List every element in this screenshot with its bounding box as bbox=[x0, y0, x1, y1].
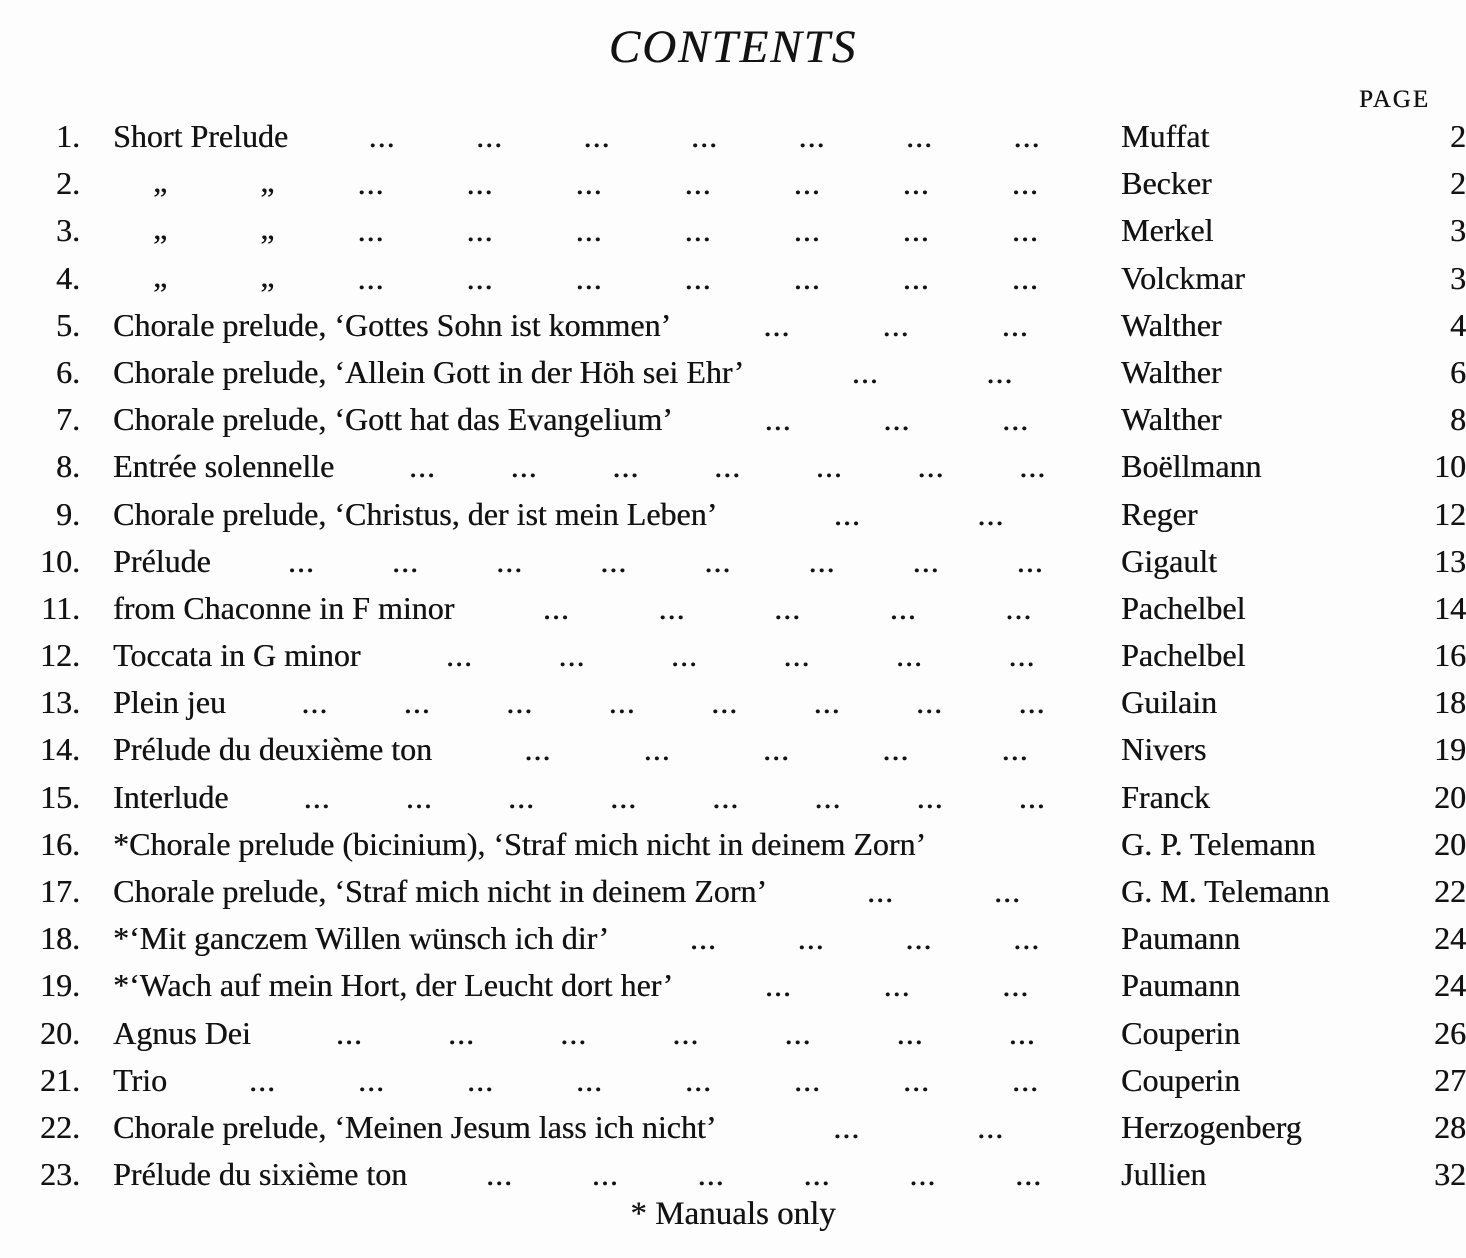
entry-page: 20 bbox=[1434, 825, 1466, 862]
leader-dot-group: ... bbox=[1015, 1156, 1043, 1193]
leader-dot-group: ... bbox=[448, 1014, 476, 1051]
leader-dot-group: ... bbox=[1011, 1061, 1039, 1098]
leader-dot-group: ... bbox=[883, 967, 911, 1004]
leader-dot-group: ... bbox=[905, 920, 933, 957]
toc-row bbox=[0, 113, 1466, 160]
leader-dot-group: ... bbox=[917, 448, 945, 485]
toc-row bbox=[0, 821, 1466, 868]
leader-dot-group: ... bbox=[672, 1014, 700, 1051]
ditto-mark: „ bbox=[260, 210, 276, 247]
entry-title: *‘Mit ganczem Willen wünsch ich dir’ bbox=[113, 920, 610, 957]
entry-title: Chorale prelude, ‘Allein Gott in der Höh sei Ehr’ bbox=[113, 353, 745, 390]
leader-dot-group: ... bbox=[496, 542, 524, 579]
entry-number: 21. bbox=[40, 1061, 80, 1098]
entry-composer: Walther bbox=[1121, 306, 1222, 343]
ditto-mark: „ bbox=[260, 163, 276, 200]
leader-dot-group: ... bbox=[895, 637, 923, 674]
entry-composer: Guilain bbox=[1121, 684, 1217, 721]
leader-dot-group: ... bbox=[357, 165, 385, 202]
leader-dot-group: ... bbox=[1011, 165, 1039, 202]
entry-title: Chorale prelude, ‘Christus, der ist mein Leben’ bbox=[113, 495, 718, 532]
entry-number: 9. bbox=[56, 495, 80, 532]
entry-number: 11. bbox=[41, 589, 80, 626]
ditto-mark: „ bbox=[153, 210, 169, 247]
ditto-mark: „ bbox=[153, 163, 169, 200]
entry-page: 12 bbox=[1434, 495, 1466, 532]
leader-dots bbox=[211, 538, 1121, 585]
entry-number: 1. bbox=[56, 118, 80, 154]
entry-number: 6. bbox=[56, 353, 80, 390]
entry-composer: Boëllmann bbox=[1121, 448, 1262, 485]
leader-dots bbox=[229, 774, 1122, 821]
leader-dot-group: ... bbox=[977, 495, 1005, 532]
leader-dot-group: ... bbox=[466, 212, 494, 249]
leader-dots bbox=[673, 396, 1121, 443]
leader-dots bbox=[454, 585, 1121, 632]
toc-row bbox=[0, 255, 1466, 302]
leader-dot-group: ... bbox=[558, 637, 586, 674]
entry-composer: Herzogenberg bbox=[1121, 1108, 1302, 1145]
leader-dot-group: ... bbox=[466, 259, 494, 296]
leader-dots bbox=[717, 491, 1121, 538]
page-title: CONTENTS bbox=[608, 21, 858, 73]
entry-title: Short Prelude bbox=[113, 118, 289, 154]
entry-title: Chorale prelude, ‘Meinen Jesum lass ich nicht’ bbox=[113, 1108, 717, 1145]
leader-dot-group: ... bbox=[1013, 118, 1041, 154]
leader-dot-group: ... bbox=[1008, 637, 1036, 674]
leader-dots bbox=[275, 160, 1121, 207]
entry-composer: Paumann bbox=[1121, 920, 1241, 957]
leader-dot-group: ... bbox=[704, 542, 732, 579]
leader-dot-group: ... bbox=[793, 212, 821, 249]
leader-dot-group: ... bbox=[1011, 212, 1039, 249]
entry-composer: G. M. Telemann bbox=[1121, 873, 1330, 909]
entry-page: 2 bbox=[1450, 118, 1466, 154]
entry-title: Chorale prelude, ‘Straf mich nicht in deinem Zorn’ bbox=[113, 873, 768, 909]
leader-dot-group: ... bbox=[793, 259, 821, 296]
leader-dot-group: ... bbox=[486, 1156, 513, 1193]
entry-title bbox=[113, 160, 275, 207]
leader-dot-group: ... bbox=[867, 873, 894, 909]
entry-title: Prélude bbox=[113, 542, 211, 579]
entry-number: 13. bbox=[40, 684, 80, 721]
entry-composer: Couperin bbox=[1121, 1014, 1241, 1051]
contents-list bbox=[0, 113, 1466, 1198]
leader-dot-group: ... bbox=[1018, 778, 1046, 815]
leader-dot-group: ... bbox=[916, 684, 944, 721]
toc-row bbox=[0, 868, 1466, 915]
toc-row bbox=[0, 1104, 1466, 1151]
manuals-only-footnote: * Manuals only bbox=[630, 1196, 836, 1232]
leader-dot-group: ... bbox=[833, 1108, 861, 1145]
leader-dot-group: ... bbox=[524, 731, 552, 768]
leader-dot-group: ... bbox=[909, 1156, 937, 1193]
leader-dots bbox=[275, 207, 1121, 254]
toc-row bbox=[0, 679, 1466, 726]
leader-dots bbox=[226, 679, 1121, 726]
leader-dots bbox=[275, 255, 1121, 302]
leader-dot-group: ... bbox=[612, 448, 640, 485]
leader-dot-group: ... bbox=[368, 118, 396, 154]
leader-dot-group: ... bbox=[1001, 306, 1029, 343]
entry-page: 6 bbox=[1450, 353, 1466, 390]
entry-number: 14. bbox=[40, 731, 80, 768]
toc-row bbox=[0, 349, 1466, 396]
leader-dot-group: ... bbox=[506, 684, 534, 721]
entry-page: 3 bbox=[1450, 212, 1466, 249]
leader-dot-group: ... bbox=[993, 873, 1021, 909]
entry-page: 24 bbox=[1434, 920, 1466, 957]
leader-dot-group: ... bbox=[1002, 401, 1030, 438]
leader-dot-group: ... bbox=[813, 684, 841, 721]
toc-row bbox=[0, 160, 1466, 207]
leader-dot-group: ... bbox=[793, 165, 821, 202]
leader-dots bbox=[767, 868, 1121, 915]
leader-dot-group: ... bbox=[689, 920, 717, 957]
entry-page: 3 bbox=[1450, 259, 1466, 296]
leader-dot-group: ... bbox=[643, 731, 671, 768]
leader-dot-group: ... bbox=[711, 684, 739, 721]
entry-number: 4. bbox=[56, 259, 80, 296]
toc-row bbox=[0, 491, 1466, 538]
leader-dot-group: ... bbox=[797, 920, 825, 957]
entry-number: 16. bbox=[40, 825, 80, 862]
leader-dot-group: ... bbox=[670, 637, 698, 674]
leader-dot-group: ... bbox=[591, 1156, 619, 1193]
toc-row bbox=[0, 915, 1466, 962]
entry-title: Trio bbox=[113, 1061, 167, 1098]
leader-dot-group: ... bbox=[510, 448, 538, 485]
toc-row bbox=[0, 443, 1466, 490]
leader-dot-group: ... bbox=[977, 1108, 1005, 1145]
leader-dot-group: ... bbox=[560, 1014, 588, 1051]
leader-dot-group: ... bbox=[684, 1061, 712, 1098]
leader-dots bbox=[251, 1010, 1121, 1057]
leader-dots bbox=[407, 1151, 1121, 1198]
entry-composer: Pachelbel bbox=[1121, 589, 1246, 626]
leader-dot-group: ... bbox=[248, 1061, 276, 1098]
leader-dot-group: ... bbox=[600, 542, 628, 579]
toc-row bbox=[0, 1057, 1466, 1104]
entry-composer: Jullien bbox=[1121, 1156, 1207, 1193]
leader-dot-group: ... bbox=[658, 589, 686, 626]
toc-row bbox=[0, 962, 1466, 1009]
entry-page: 19 bbox=[1434, 731, 1466, 768]
entry-composer: G. P. Telemann bbox=[1121, 825, 1316, 862]
leader-dot-group: ... bbox=[608, 684, 636, 721]
entry-number: 17. bbox=[40, 873, 80, 909]
leader-dot-group: ... bbox=[798, 118, 826, 154]
leader-dot-group: ... bbox=[902, 259, 930, 296]
leader-dot-group: ... bbox=[405, 778, 433, 815]
leader-dot-group: ... bbox=[851, 353, 879, 390]
leader-dot-group: ... bbox=[712, 778, 740, 815]
leader-dot-group: ... bbox=[684, 259, 712, 296]
entry-title: Toccata in G minor bbox=[113, 637, 361, 674]
entry-composer: Muffat bbox=[1121, 118, 1210, 154]
entry-number: 12. bbox=[40, 637, 80, 674]
entry-composer: Volckmar bbox=[1121, 259, 1245, 296]
entry-composer: Gigault bbox=[1121, 542, 1217, 579]
leader-dots bbox=[288, 113, 1121, 160]
entry-number: 3. bbox=[56, 212, 80, 249]
toc-row bbox=[0, 302, 1466, 349]
entry-title: Plein jeu bbox=[113, 684, 226, 721]
toc-row bbox=[0, 726, 1466, 773]
leader-dot-group: ... bbox=[287, 542, 315, 579]
entry-title: *‘Wach auf mein Hort, der Leucht dort her’ bbox=[113, 967, 674, 1004]
entry-number: 23. bbox=[40, 1156, 80, 1193]
entry-composer: Reger bbox=[1121, 495, 1198, 532]
entry-number: 10. bbox=[40, 542, 80, 579]
leader-dot-group: ... bbox=[986, 353, 1014, 390]
entry-title: Interlude bbox=[113, 778, 229, 815]
entry-number: 2. bbox=[56, 165, 80, 202]
leader-dot-group: ... bbox=[912, 542, 940, 579]
leader-dot-group: ... bbox=[1013, 920, 1041, 957]
leader-dot-group: ... bbox=[1002, 967, 1030, 1004]
entry-page: 26 bbox=[1434, 1014, 1466, 1051]
ditto-mark: „ bbox=[153, 257, 169, 294]
entry-number: 15. bbox=[40, 778, 80, 815]
leader-dot-group: ... bbox=[896, 1014, 924, 1051]
leader-dot-group: ... bbox=[691, 118, 719, 154]
toc-row bbox=[0, 207, 1466, 254]
entry-number: 20. bbox=[40, 1014, 80, 1051]
leader-dot-group: ... bbox=[916, 778, 944, 815]
entry-page: 14 bbox=[1434, 589, 1466, 626]
leader-dot-group: ... bbox=[301, 684, 329, 721]
leader-dot-group: ... bbox=[803, 1156, 831, 1193]
toc-row bbox=[0, 538, 1466, 585]
entry-page: 20 bbox=[1434, 778, 1466, 815]
leader-dots bbox=[744, 349, 1121, 396]
entry-number: 18. bbox=[40, 920, 80, 957]
leader-dot-group: ... bbox=[357, 1061, 385, 1098]
entry-title: Prélude du sixième ton bbox=[113, 1156, 408, 1193]
leader-dot-group: ... bbox=[1016, 542, 1044, 579]
entry-composer: Nivers bbox=[1121, 731, 1207, 768]
leader-dot-group: ... bbox=[1001, 731, 1029, 768]
entry-number: 7. bbox=[56, 401, 80, 438]
entry-composer: Merkel bbox=[1121, 212, 1214, 249]
leader-dot-group: ... bbox=[763, 306, 791, 343]
entry-page: 2 bbox=[1450, 165, 1466, 202]
leader-dot-group: ... bbox=[697, 1156, 725, 1193]
toc-row bbox=[0, 585, 1466, 632]
leader-dot-group: ... bbox=[1019, 448, 1047, 485]
toc-row bbox=[0, 1010, 1466, 1057]
leader-dot-group: ... bbox=[476, 118, 504, 154]
leader-dot-group: ... bbox=[1005, 589, 1033, 626]
leader-dot-group: ... bbox=[1011, 259, 1039, 296]
leader-dot-group: ... bbox=[575, 259, 603, 296]
toc-row bbox=[0, 396, 1466, 443]
entry-title: *Chorale prelude (bicinium), ‘Straf mich nicht in deinem Zorn’ bbox=[113, 825, 927, 862]
entry-page: 18 bbox=[1434, 684, 1466, 721]
leader-dots bbox=[671, 302, 1121, 349]
leader-dots bbox=[716, 1104, 1121, 1151]
leader-dot-group: ... bbox=[902, 165, 930, 202]
leader-dots bbox=[609, 915, 1121, 962]
entry-number: 19. bbox=[40, 967, 80, 1004]
entry-number: 8. bbox=[56, 448, 80, 485]
leader-dots bbox=[673, 962, 1121, 1009]
entry-page: 4 bbox=[1450, 306, 1466, 343]
entry-page: 10 bbox=[1434, 448, 1466, 485]
leader-dot-group: ... bbox=[684, 212, 712, 249]
entry-title: Entrée solennelle bbox=[113, 448, 335, 485]
leader-dot-group: ... bbox=[783, 637, 811, 674]
ditto-mark: „ bbox=[260, 257, 276, 294]
leader-dot-group: ... bbox=[793, 1061, 821, 1098]
leader-dot-group: ... bbox=[357, 259, 385, 296]
entry-composer: Walther bbox=[1121, 353, 1222, 390]
page-column-header: PAGE bbox=[1359, 86, 1430, 113]
entry-page: 24 bbox=[1434, 967, 1466, 1004]
leader-dot-group: ... bbox=[575, 212, 603, 249]
leader-dot-group: ... bbox=[610, 778, 638, 815]
leader-dot-group: ... bbox=[408, 448, 436, 485]
entry-number: 5. bbox=[56, 306, 80, 343]
leader-dot-group: ... bbox=[902, 1061, 930, 1098]
leader-dot-group: ... bbox=[1008, 1014, 1036, 1051]
leader-dot-group: ... bbox=[764, 967, 792, 1004]
leader-dot-group: ... bbox=[906, 118, 933, 154]
entry-title: Chorale prelude, ‘Gottes Sohn ist kommen’ bbox=[113, 306, 672, 343]
leader-dot-group: ... bbox=[808, 542, 836, 579]
leader-dot-group: ... bbox=[357, 212, 385, 249]
entry-title bbox=[113, 207, 275, 254]
leader-dot-group: ... bbox=[784, 1014, 812, 1051]
entry-page: 22 bbox=[1434, 873, 1466, 909]
leader-dot-group: ... bbox=[833, 495, 861, 532]
leader-dot-group: ... bbox=[466, 1061, 494, 1098]
entry-title bbox=[113, 255, 275, 302]
leader-dot-group: ... bbox=[542, 589, 570, 626]
entry-composer: Becker bbox=[1121, 165, 1212, 202]
leader-dots bbox=[334, 443, 1121, 490]
leader-dot-group: ... bbox=[883, 401, 911, 438]
leader-dot-group: ... bbox=[684, 165, 712, 202]
toc-row bbox=[0, 1151, 1466, 1198]
leader-dots bbox=[167, 1057, 1121, 1104]
entry-title: Agnus Dei bbox=[113, 1014, 251, 1051]
leader-dot-group: ... bbox=[575, 1061, 603, 1098]
leader-dot-group: ... bbox=[902, 212, 930, 249]
leader-dots bbox=[360, 632, 1121, 679]
leader-dot-group: ... bbox=[403, 684, 431, 721]
toc-row bbox=[0, 774, 1466, 821]
leader-dot-group: ... bbox=[507, 778, 535, 815]
entry-title: Prélude du deuxième ton bbox=[113, 731, 433, 768]
entry-page: 13 bbox=[1434, 542, 1466, 579]
leader-dot-group: ... bbox=[882, 306, 910, 343]
entry-composer: Franck bbox=[1121, 778, 1210, 815]
entry-number: 22. bbox=[40, 1108, 80, 1145]
leader-dot-group: ... bbox=[763, 731, 791, 768]
leader-dot-group: ... bbox=[815, 448, 843, 485]
toc-row bbox=[0, 632, 1466, 679]
entry-title: from Chaconne in F minor bbox=[113, 589, 455, 626]
entry-composer: Walther bbox=[1121, 401, 1222, 438]
leader-dot-group: ... bbox=[889, 589, 917, 626]
entry-composer: Paumann bbox=[1121, 967, 1241, 1004]
leader-dot-group: ... bbox=[575, 165, 603, 202]
entry-page: 28 bbox=[1434, 1108, 1466, 1145]
leader-dot-group: ... bbox=[466, 165, 494, 202]
leader-dot-group: ... bbox=[445, 637, 473, 674]
leader-dot-group: ... bbox=[764, 401, 792, 438]
leader-dot-group: ... bbox=[714, 448, 742, 485]
leader-dot-group: ... bbox=[392, 542, 419, 579]
leader-dot-group: ... bbox=[303, 778, 331, 815]
entry-composer: Pachelbel bbox=[1121, 637, 1246, 674]
leader-dot-group: ... bbox=[1018, 684, 1046, 721]
entry-page: 8 bbox=[1450, 401, 1466, 438]
leader-dot-group: ... bbox=[335, 1014, 363, 1051]
entry-composer: Couperin bbox=[1121, 1061, 1241, 1098]
entry-page: 32 bbox=[1434, 1156, 1466, 1193]
entry-title: Chorale prelude, ‘Gott hat das Evangelium’ bbox=[113, 401, 673, 438]
leader-dot-group: ... bbox=[814, 778, 842, 815]
leader-dots bbox=[432, 726, 1121, 773]
entry-page: 27 bbox=[1434, 1061, 1466, 1098]
leader-dot-group: ... bbox=[882, 731, 910, 768]
leader-dot-group: ... bbox=[583, 118, 611, 154]
leader-dot-group: ... bbox=[774, 589, 802, 626]
entry-page: 16 bbox=[1434, 637, 1466, 674]
